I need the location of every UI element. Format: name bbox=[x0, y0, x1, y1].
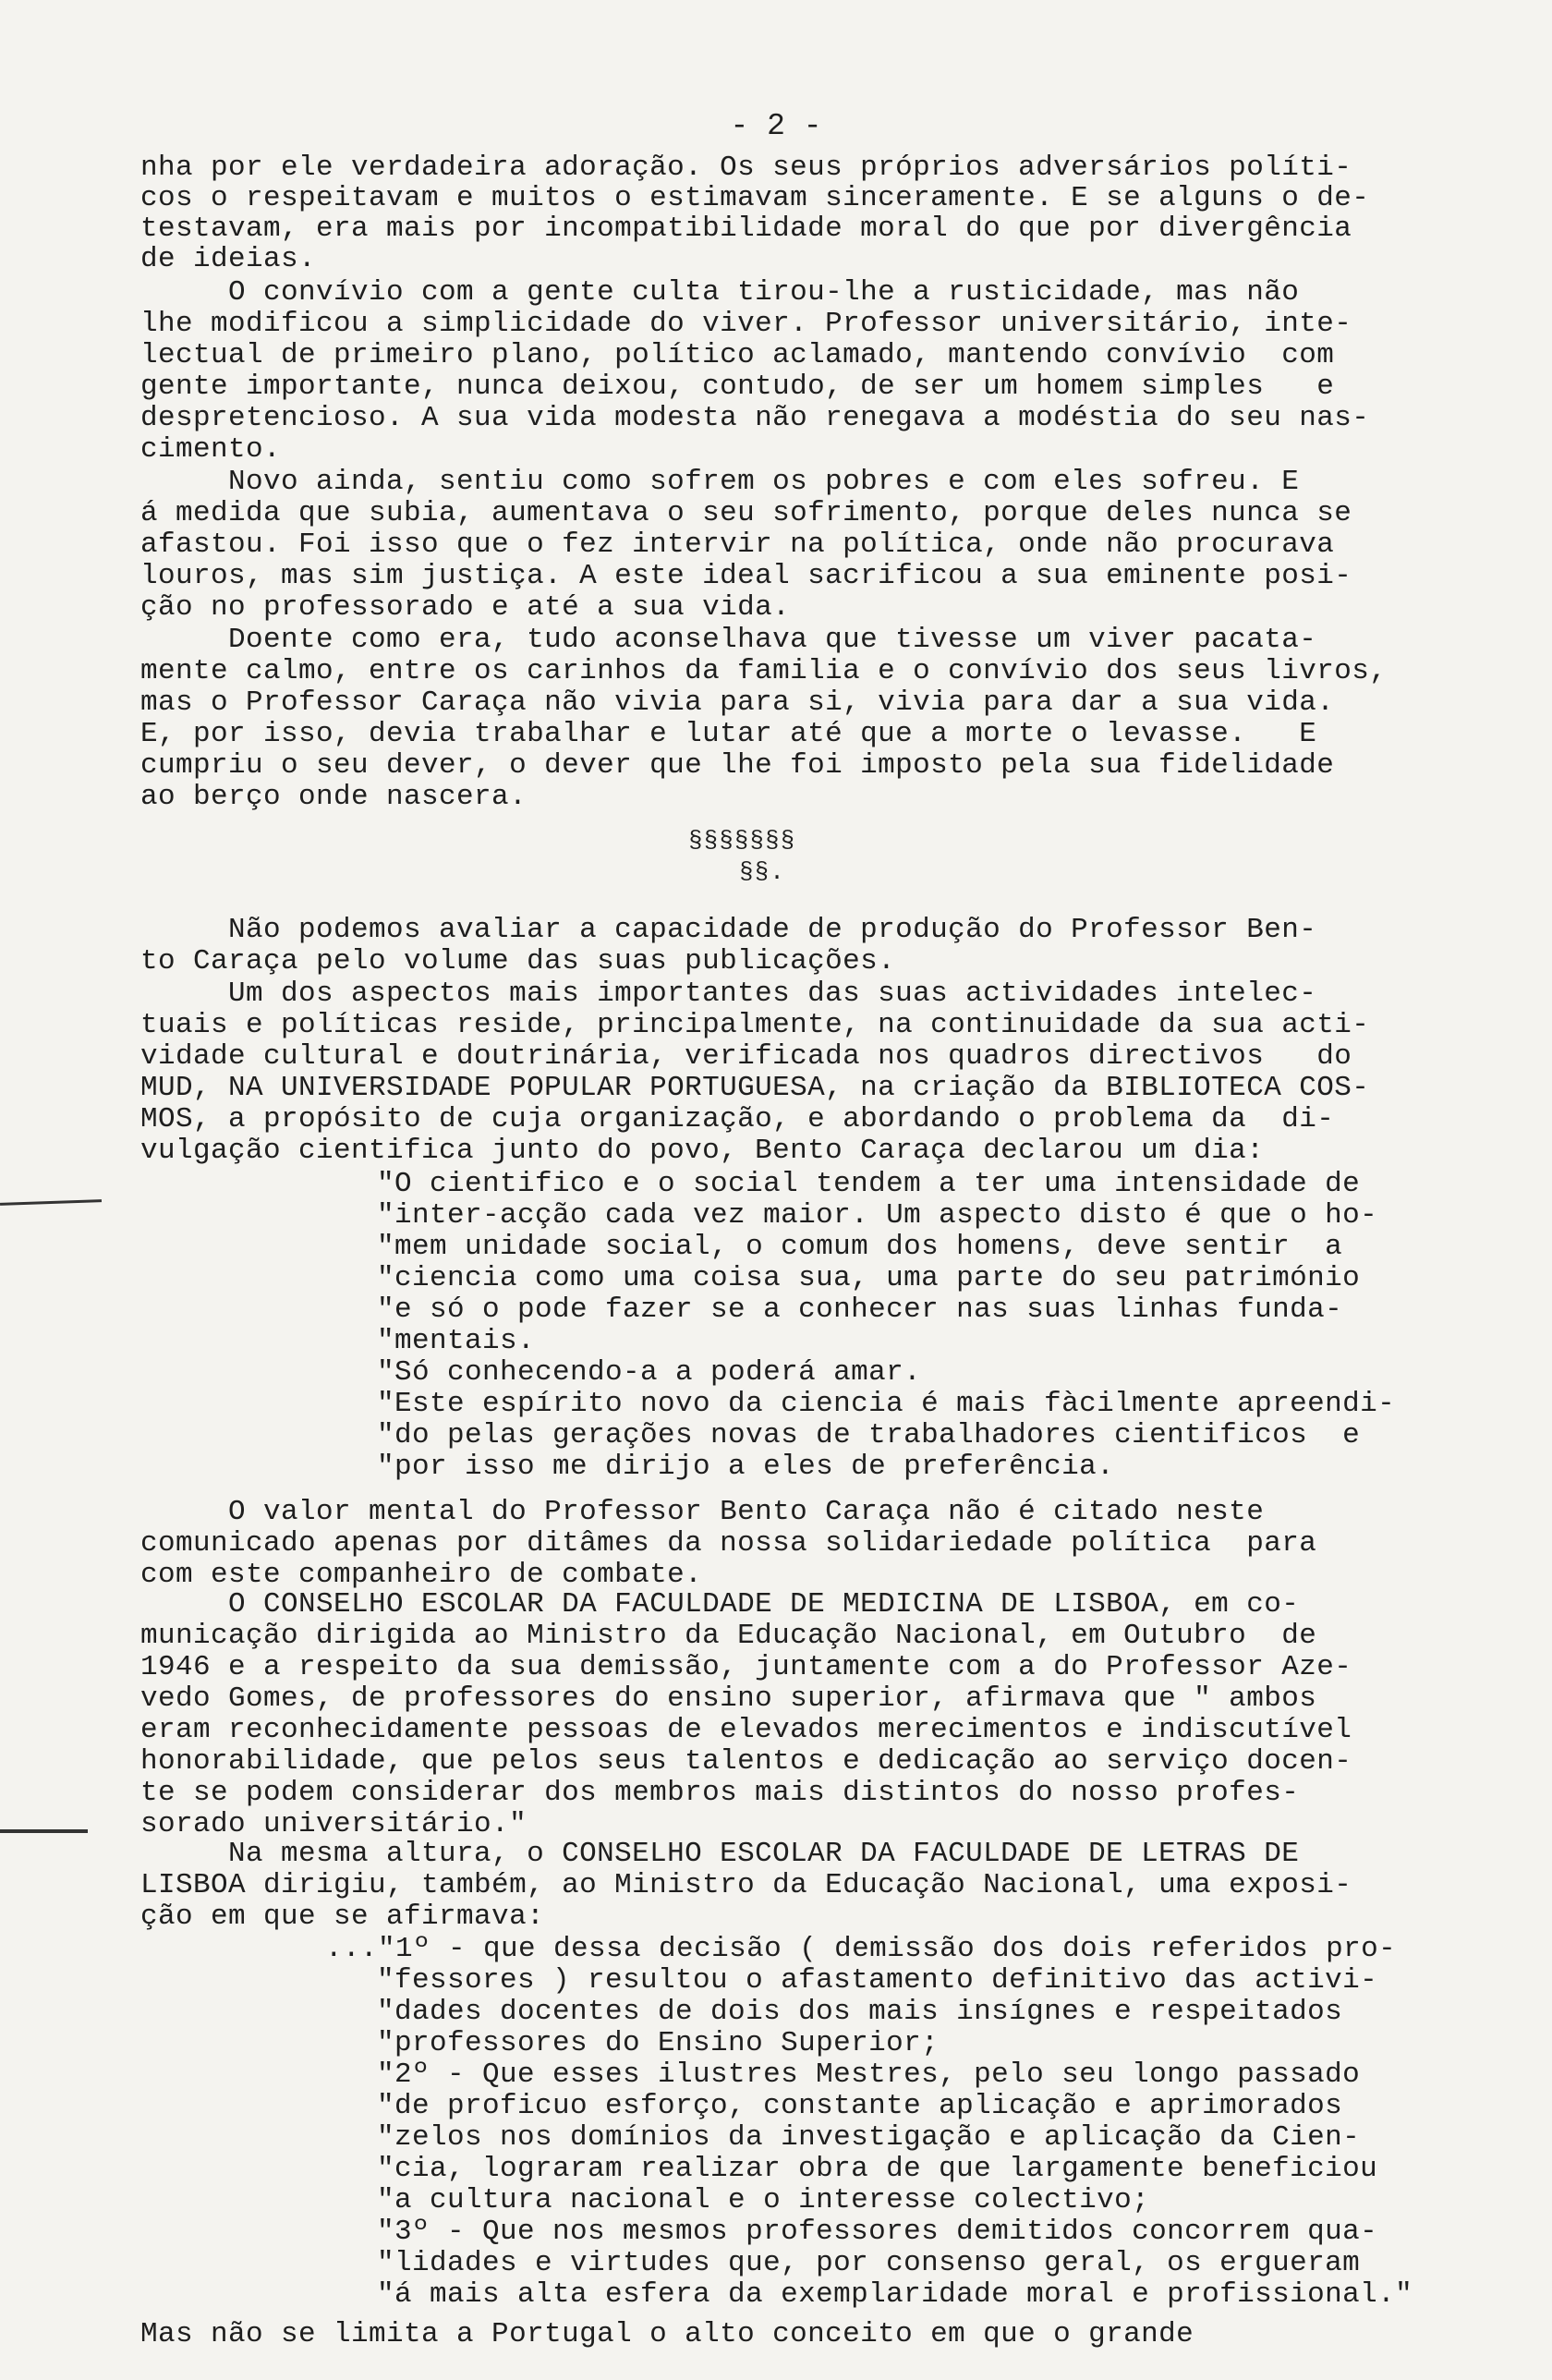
text-line: de ideias. bbox=[140, 243, 317, 275]
text-line: ..."1º - que dessa decisão ( demissão dos dois referidos pro- bbox=[325, 1933, 1397, 1965]
text-line: testavam, era mais por incompatibilidade moral do que por divergência bbox=[140, 212, 1352, 245]
text-line: "á mais alta esfera da exemplaridade moral e profissional." bbox=[377, 2278, 1413, 2311]
text-line: tuais e políticas reside, principalmente, na continuidade da sua acti- bbox=[140, 1009, 1370, 1041]
text-line: Novo ainda, sentiu como sofrem os pobres e com eles sofreu. E bbox=[140, 466, 1300, 498]
text-line: louros, mas sim justiça. A este ideal sacrificou a sua eminente posi- bbox=[140, 560, 1352, 592]
text-line: gente importante, nunca deixou, contudo, de ser um homem simples e bbox=[140, 370, 1335, 403]
text-line: cos o respeitavam e muitos o estimavam sinceramente. E se alguns o de- bbox=[140, 182, 1370, 214]
text-line: vidade cultural e doutrinária, verificada nos quadros directivos do bbox=[140, 1040, 1352, 1073]
text-line: vedo Gomes, de professores do ensino superior, afirmava que " ambos bbox=[140, 1682, 1317, 1715]
text-line: ao berço onde nascera. bbox=[140, 781, 527, 813]
text-line: Mas não se limita a Portugal o alto conceito em que o grande bbox=[140, 2318, 1194, 2350]
text-line: com este companheiro de combate. bbox=[140, 1559, 703, 1591]
text-line: "cia, lograram realizar obra de que largamente beneficiou bbox=[377, 2153, 1378, 2185]
text-line: MOS, a propósito de cuja organização, e abordando o problema da di- bbox=[140, 1103, 1335, 1135]
text-line: ção em que se afirmava: bbox=[140, 1900, 545, 1933]
section-separator-bottom: §§. bbox=[739, 858, 785, 886]
text-line: Um dos aspectos mais importantes das suas actividades intelec- bbox=[140, 978, 1317, 1010]
text-line: "mentais. bbox=[377, 1325, 536, 1357]
text-line: "Este espírito novo da ciencia é mais fàcilmente apreendi- bbox=[377, 1388, 1396, 1420]
text-line: "3º - Que nos mesmos professores demitidos concorrem qua- bbox=[377, 2216, 1378, 2248]
text-line: nha por ele verdadeira adoração. Os seus próprios adversários políti- bbox=[140, 152, 1352, 184]
text-line: ção no professorado e até a sua vida. bbox=[140, 591, 791, 624]
text-line: LISBOA dirigiu, também, ao Ministro da Educação Nacional, uma exposi- bbox=[140, 1869, 1352, 1901]
text-line: "zelos nos domínios da investigação e aplicação da Cien- bbox=[377, 2121, 1361, 2154]
text-line: Não podemos avaliar a capacidade de produção do Professor Ben- bbox=[140, 914, 1317, 946]
text-line: "do pelas gerações novas de trabalhadores cientificos e bbox=[377, 1419, 1361, 1451]
text-line: 1946 e a respeito da sua demissão, juntamente com a do Professor Aze- bbox=[140, 1651, 1352, 1683]
text-line: lhe modificou a simplicidade do viver. Professor universitário, inte- bbox=[140, 308, 1352, 340]
text-line: E, por isso, devia trabalhar e lutar até que a morte o levasse. E bbox=[140, 718, 1317, 750]
text-line: "lidades e virtudes que, por consenso geral, os ergueram bbox=[377, 2247, 1361, 2279]
text-line: municação dirigida ao Ministro da Educação Nacional, em Outubro de bbox=[140, 1620, 1317, 1652]
page-number: - 2 - bbox=[730, 109, 822, 143]
text-line: vulgação cientifica junto do povo, Bento Caraça declarou um dia: bbox=[140, 1135, 1265, 1167]
text-line: afastou. Foi isso que o fez intervir na política, onde não procurava bbox=[140, 528, 1335, 561]
text-line: "e só o pode fazer se a conhecer nas suas linhas funda- bbox=[377, 1293, 1343, 1326]
text-line: "O cientifico e o social tendem a ter uma intensidade de bbox=[377, 1168, 1361, 1200]
text-line: O CONSELHO ESCOLAR DA FACULDADE DE MEDICINA DE LISBOA, em co- bbox=[140, 1588, 1300, 1621]
text-line: "Só conhecendo-a a poderá amar. bbox=[377, 1356, 922, 1389]
text-line: "professores do Ensino Superior; bbox=[377, 2027, 940, 2059]
text-line: mas o Professor Caraça não vivia para si, vivia para dar a sua vida. bbox=[140, 686, 1335, 719]
text-line: O valor mental do Professor Bento Caraça não é citado neste bbox=[140, 1496, 1265, 1528]
text-line: "fessores ) resultou o afastamento definitivo das activi- bbox=[377, 1964, 1378, 1997]
text-line: Na mesma altura, o CONSELHO ESCOLAR DA FACULDADE DE LETRAS DE bbox=[140, 1838, 1300, 1870]
text-line: MUD, NA UNIVERSIDADE POPULAR PORTUGUESA, na criação da BIBLIOTECA COS- bbox=[140, 1072, 1370, 1104]
text-line: "de proficuo esforço, constante aplicação e aprimorados bbox=[377, 2090, 1343, 2122]
text-line: Doente como era, tudo aconselhava que tivesse um viver pacata- bbox=[140, 624, 1317, 656]
text-line: "mem unidade social, o comum dos homens, deve sentir a bbox=[377, 1231, 1343, 1263]
text-line: mente calmo, entre os carinhos da familia e o convívio dos seus livros, bbox=[140, 655, 1388, 687]
text-line: comunicado apenas por ditâmes da nossa solidariedade política para bbox=[140, 1527, 1317, 1560]
scan-mark bbox=[0, 1199, 102, 1206]
text-line: O convívio com a gente culta tirou-lhe a rusticidade, mas não bbox=[140, 276, 1300, 309]
scan-mark bbox=[0, 1829, 88, 1833]
text-line: lectual de primeiro plano, político aclamado, mantendo convívio com bbox=[140, 339, 1335, 371]
text-line: "2º - Que esses ilustres Mestres, pelo seu longo passado bbox=[377, 2058, 1361, 2091]
text-line: te se podem considerar dos membros mais distintos do nosso profes- bbox=[140, 1777, 1300, 1809]
text-line: cumpriu o seu dever, o dever que lhe foi imposto pela sua fidelidade bbox=[140, 749, 1335, 782]
text-line: to Caraça pelo volume das suas publicações. bbox=[140, 945, 896, 978]
text-line: á medida que subia, aumentava o seu sofrimento, porque deles nunca se bbox=[140, 497, 1352, 529]
text-line: sorado universitário." bbox=[140, 1808, 527, 1840]
text-line: cimento. bbox=[140, 433, 282, 466]
text-line: eram reconhecidamente pessoas de elevados merecimentos e indiscutível bbox=[140, 1714, 1352, 1746]
text-line: "inter-acção cada vez maior. Um aspecto disto é que o ho- bbox=[377, 1199, 1378, 1232]
text-line: "a cultura nacional e o interesse colectivo; bbox=[377, 2184, 1150, 2216]
text-line: "dades docentes de dois dos mais insígnes e respeitados bbox=[377, 1996, 1343, 2028]
text-line: "por isso me dirijo a eles de preferência. bbox=[377, 1451, 1115, 1483]
section-separator-top: §§§§§§§ bbox=[688, 827, 796, 855]
text-line: "ciencia como uma coisa sua, uma parte do seu património bbox=[377, 1262, 1361, 1294]
text-line: honorabilidade, que pelos seus talentos e dedicação ao serviço docen- bbox=[140, 1745, 1352, 1778]
text-line: despretencioso. A sua vida modesta não renegava a modéstia do seu nas- bbox=[140, 402, 1370, 434]
